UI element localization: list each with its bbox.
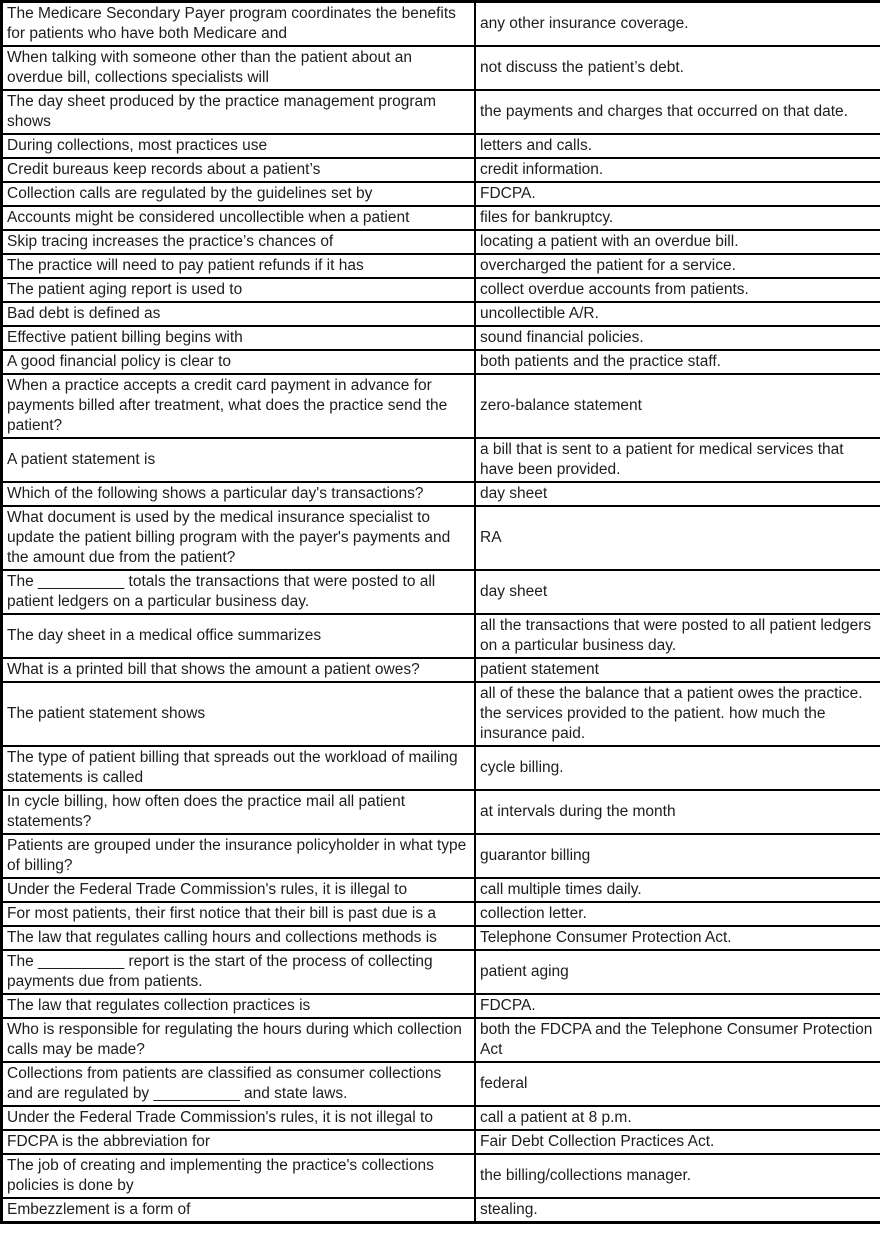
answer-cell: call multiple times daily.	[475, 878, 880, 902]
question-cell: For most patients, their first notice that their bill is past due is a	[2, 902, 476, 926]
table-row	[2, 1062, 880, 1106]
question-cell: Collections from patients are classified as consumer collections and are regulated by __________ and state laws.	[2, 1062, 476, 1106]
question-cell: Embezzlement is a form of	[2, 1198, 476, 1223]
table-row	[2, 158, 880, 182]
answer-cell: patient aging	[475, 950, 880, 994]
answer-cell: files for bankruptcy.	[475, 206, 880, 230]
table-row	[2, 950, 880, 994]
question-cell: When talking with someone other than the patient about an overdue bill, collections specialists will	[2, 46, 476, 90]
answer-cell: RA	[475, 506, 880, 570]
table-row	[2, 614, 880, 658]
answer-cell: all the transactions that were posted to all patient ledgers on a particular business day.	[475, 614, 880, 658]
answer-cell: federal	[475, 1062, 880, 1106]
answer-cell: both patients and the practice staff.	[475, 350, 880, 374]
table-row	[2, 350, 880, 374]
table-row	[2, 438, 880, 482]
question-cell: Bad debt is defined as	[2, 302, 476, 326]
question-cell: What is a printed bill that shows the amount a patient owes?	[2, 658, 476, 682]
table-row	[2, 206, 880, 230]
table-row	[2, 506, 880, 570]
table-row	[2, 134, 880, 158]
question-cell: Effective patient billing begins with	[2, 326, 476, 350]
answer-cell: patient statement	[475, 658, 880, 682]
answer-cell: the payments and charges that occurred on that date.	[475, 90, 880, 134]
question-cell: The Medicare Secondary Payer program coordinates the benefits for patients who have both Medicare and	[2, 2, 476, 47]
answer-cell: cycle billing.	[475, 746, 880, 790]
answer-cell: FDCPA.	[475, 994, 880, 1018]
answer-cell: uncollectible A/R.	[475, 302, 880, 326]
answer-cell: both the FDCPA and the Telephone Consumer Protection Act	[475, 1018, 880, 1062]
question-cell: FDCPA is the abbreviation for	[2, 1130, 476, 1154]
table-row	[2, 682, 880, 746]
question-cell: Who is responsible for regulating the hours during which collection calls may be made?	[2, 1018, 476, 1062]
question-cell: Credit bureaus keep records about a patient’s	[2, 158, 476, 182]
table-row	[2, 182, 880, 206]
question-cell: The day sheet produced by the practice management program shows	[2, 90, 476, 134]
table-row	[2, 658, 880, 682]
question-cell: What document is used by the medical insurance specialist to update the patient billing program with the payer's payments and the amount due from the patient?	[2, 506, 476, 570]
question-cell: During collections, most practices use	[2, 134, 476, 158]
table-row	[2, 878, 880, 902]
table-row	[2, 1198, 880, 1223]
answer-cell: Fair Debt Collection Practices Act.	[475, 1130, 880, 1154]
question-cell: The law that regulates collection practices is	[2, 994, 476, 1018]
table-row	[2, 254, 880, 278]
question-cell: The __________ report is the start of the process of collecting payments due from patients.	[2, 950, 476, 994]
table-row	[2, 46, 880, 90]
table-row	[2, 902, 880, 926]
table-row	[2, 790, 880, 834]
flashcards-table-body	[2, 2, 880, 1223]
table-row	[2, 326, 880, 350]
answer-cell: collect overdue accounts from patients.	[475, 278, 880, 302]
question-cell: Patients are grouped under the insurance policyholder in what type of billing?	[2, 834, 476, 878]
answer-cell: call a patient at 8 p.m.	[475, 1106, 880, 1130]
table-row	[2, 1018, 880, 1062]
answer-cell: zero-balance statement	[475, 374, 880, 438]
table-row	[2, 482, 880, 506]
table-row	[2, 278, 880, 302]
answer-cell: FDCPA.	[475, 182, 880, 206]
answer-cell: day sheet	[475, 482, 880, 506]
answer-cell: a bill that is sent to a patient for medical services that have been provided.	[475, 438, 880, 482]
table-row	[2, 374, 880, 438]
question-cell: The job of creating and implementing the practice's collections policies is done by	[2, 1154, 476, 1198]
answer-cell: stealing.	[475, 1198, 880, 1223]
answer-cell: credit information.	[475, 158, 880, 182]
question-cell: The type of patient billing that spreads out the workload of mailing statements is called	[2, 746, 476, 790]
answer-cell: not discuss the patient’s debt.	[475, 46, 880, 90]
table-row	[2, 994, 880, 1018]
question-cell: Accounts might be considered uncollectible when a patient	[2, 206, 476, 230]
answer-cell: guarantor billing	[475, 834, 880, 878]
answer-cell: overcharged the patient for a service.	[475, 254, 880, 278]
answer-cell: at intervals during the month	[475, 790, 880, 834]
question-cell: Collection calls are regulated by the guidelines set by	[2, 182, 476, 206]
question-cell: The practice will need to pay patient refunds if it has	[2, 254, 476, 278]
question-cell: Which of the following shows a particular day's transactions?	[2, 482, 476, 506]
question-cell: The patient aging report is used to	[2, 278, 476, 302]
question-cell: A good financial policy is clear to	[2, 350, 476, 374]
table-row	[2, 90, 880, 134]
question-cell: The day sheet in a medical office summarizes	[2, 614, 476, 658]
table-row	[2, 1106, 880, 1130]
table-row	[2, 1130, 880, 1154]
question-cell: The law that regulates calling hours and collections methods is	[2, 926, 476, 950]
question-cell: Under the Federal Trade Commission's rules, it is illegal to	[2, 878, 476, 902]
table-row	[2, 746, 880, 790]
answer-cell: sound financial policies.	[475, 326, 880, 350]
question-cell: A patient statement is	[2, 438, 476, 482]
question-cell: When a practice accepts a credit card payment in advance for payments billed after treatment, what does the practice send the patient?	[2, 374, 476, 438]
question-cell: The __________ totals the transactions that were posted to all patient ledgers on a particular business day.	[2, 570, 476, 614]
question-cell: Under the Federal Trade Commission's rules, it is not illegal to	[2, 1106, 476, 1130]
question-cell: In cycle billing, how often does the practice mail all patient statements?	[2, 790, 476, 834]
question-cell: Skip tracing increases the practice’s chances of	[2, 230, 476, 254]
table-row	[2, 2, 880, 47]
table-row	[2, 834, 880, 878]
table-row	[2, 230, 880, 254]
table-row	[2, 302, 880, 326]
answer-cell: any other insurance coverage.	[475, 2, 880, 47]
answer-cell: collection letter.	[475, 902, 880, 926]
table-row	[2, 1154, 880, 1198]
answer-cell: all of these the balance that a patient owes the practice. the services provided to the patient. how much the insurance paid.	[475, 682, 880, 746]
table-row	[2, 570, 880, 614]
answer-cell: locating a patient with an overdue bill.	[475, 230, 880, 254]
answer-cell: Telephone Consumer Protection Act.	[475, 926, 880, 950]
answer-cell: day sheet	[475, 570, 880, 614]
question-cell: The patient statement shows	[2, 682, 476, 746]
answer-cell: the billing/collections manager.	[475, 1154, 880, 1198]
table-row	[2, 926, 880, 950]
answer-cell: letters and calls.	[475, 134, 880, 158]
